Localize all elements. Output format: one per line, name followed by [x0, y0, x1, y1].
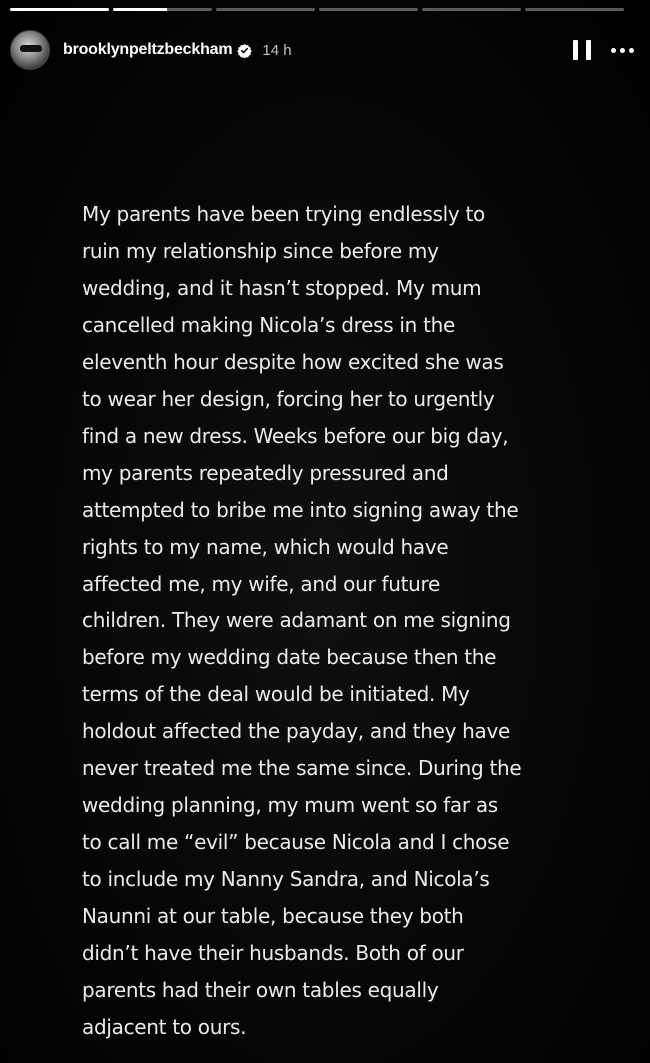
story-header: [10, 28, 640, 72]
username[interactable]: brooklynpeltzbeckham: [63, 41, 233, 58]
progress-segment-fill: [113, 8, 167, 11]
progress-segment: [113, 8, 212, 11]
progress-segment: [422, 8, 521, 11]
progress-segment: [525, 8, 624, 11]
story-progress-bar: [10, 8, 624, 11]
story-controls: [573, 40, 640, 60]
progress-segment-fill: [10, 8, 109, 11]
avatar[interactable]: [10, 30, 50, 70]
story-text: My parents have been trying endlessly to ruin my relationship since before my wedding, and it hasn’t stopped. My mum cancelled making Nicola’s dress in the eleventh hour despite how excited she was to wear her design, forcing her to urgently find a new dress. Weeks before our big day, my parents repeatedly pressured and attempted to bribe me into signing away the rights to my name, which would have affected me, my wife, and our future children. They were adamant on me signing before my wedding date because then the terms of the deal would be initiated. My holdout affected the payday, and they have never treated me the same since. During the wedding planning, my mum went so far as to call me “evil” because Nicola and I chose to include my Nanny Sandra, and Nicola’s Naunni at our table, because they both didn’t have their husbands. Both of our parents had their own tables equally adjacent to ours.: [82, 202, 522, 1039]
verified-badge-icon: [237, 43, 252, 58]
progress-segment: [216, 8, 315, 11]
pause-icon[interactable]: [573, 40, 591, 60]
story-timestamp: 14 h: [262, 41, 292, 59]
progress-segment: [10, 8, 109, 11]
more-options-icon[interactable]: [611, 48, 634, 53]
progress-segment: [319, 8, 418, 11]
